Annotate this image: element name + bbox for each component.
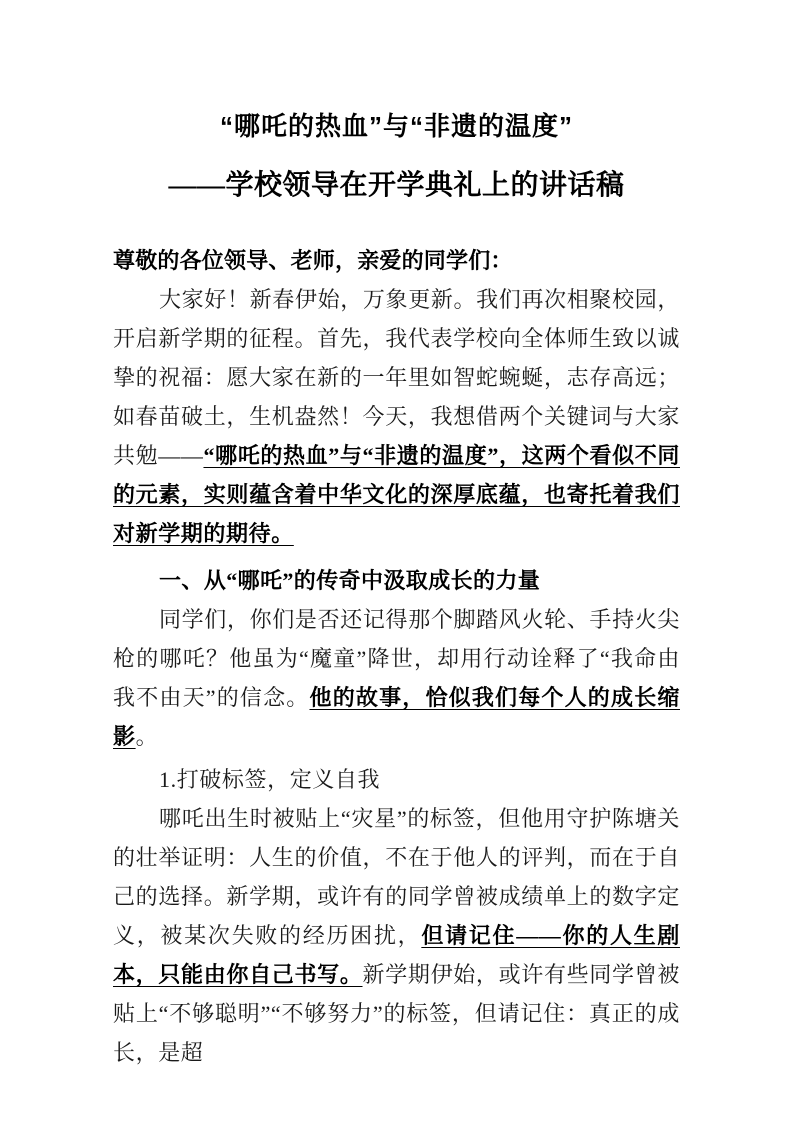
salutation: 尊敬的各位领导、老师，亲爱的同学们：: [113, 248, 513, 273]
page-content: [113, 0, 680, 1072]
paragraph-break-labels-emphasis: 但请记住——你的人生剧本，只能由你自己书写。: [113, 923, 680, 987]
paragraph-break-labels: [113, 799, 680, 1072]
paragraph-nezha-legend: [113, 600, 680, 756]
section-heading-2: 1.打破标签，定义自我: [159, 767, 381, 792]
paragraph-nezha-legend-tail: 。: [135, 724, 159, 749]
document-title-line-2: ——学校领导在开学典礼上的讲话稿: [168, 170, 625, 201]
paragraph-opening: [113, 280, 680, 553]
paragraph-nezha-legend-emphasis: 他的故事，恰似我们每个人的成长缩影: [113, 685, 680, 749]
paragraph-opening-plain: 大家好！新春伊始，万象更新。我们再次相聚校园，开启新学期的征程。首先，我代表学校向全体师生致以诚挚的祝福：愿大家在新的一年里如智蛇蜿蜒，志存高远；如春苗破土，生机盎然！今天，我想借两个关键词与大家共勉——: [113, 287, 680, 468]
paragraph-opening-emphasis: “哪吒的热血”与“非遗的温度”，这两个看似不同的元素，实则蕴含着中华文化的深厚底蕴，也寄托着我们对新学期的期待。: [113, 443, 680, 546]
paragraph-break-labels-plain-b: 新学期伊始，或许有些同学曾被贴上“不够聪明”“不够努力”的标签，但请记住：真正的成长，是超: [113, 962, 680, 1065]
section-heading-1: 一、从“哪吒”的传奇中汲取成长的力量: [159, 568, 541, 593]
paragraph-nezha-legend-plain: 同学们，你们是否还记得那个脚踏风火轮、手持火尖枪的哪吒？他虽为“魔童”降世，却用行动诠释了“我命由我不由天”的信念。: [113, 607, 680, 710]
paragraph-break-labels-plain-a: 哪吒出生时被贴上“灾星”的标签，但他用守护陈塘关的壮举证明：人生的价值，不在于他人的评判，而在于自己的选择。新学期，或许有的同学曾被成绩单上的数字定义，被某次失败的经历困扰，: [113, 806, 680, 948]
document-title-line-1: “哪吒的热血”与“非遗的温度”: [219, 111, 573, 141]
